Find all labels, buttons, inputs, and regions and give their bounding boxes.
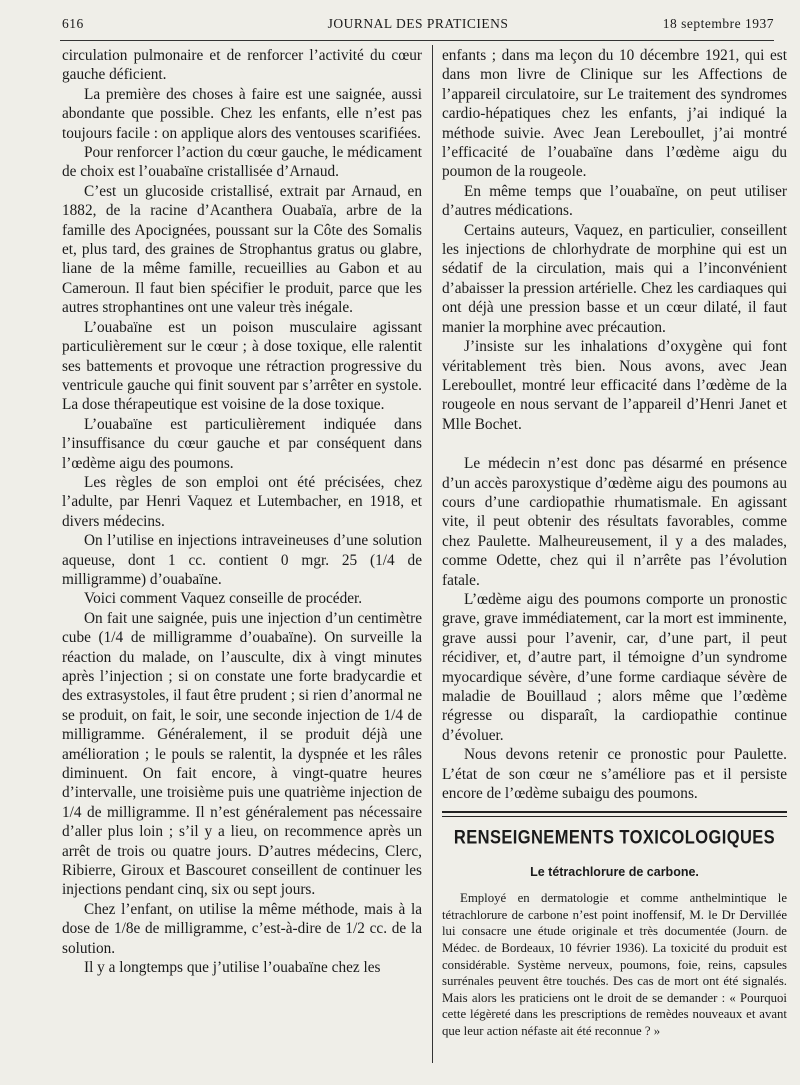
section-title: RENSEIGNEMENTS TOXICOLOGIQUES: [453, 827, 776, 849]
paragraph: Nous devons retenir ce pronostic pour Paulette. L’état de son cœur ne s’améliore pas et il persiste encore de l’œdème subaigu des poumons.: [442, 746, 787, 803]
paragraph: Le médecin n’est donc pas désarmé en présence d’un accès paroxystique d’œdème aigu des poumons au cours d’une cardiopathie rhumatismale. En agissant vite, il peut obtenir des résultats favorables, comme chez Paulette. Malheureusement, il y a des malades, comme Odette, chez qui il n’arrête pas l’évolution fatale.: [442, 455, 787, 589]
paragraph: Les règles de son emploi ont été précisées, chez l’adulte, par Henri Vaquez et Lutembacher, en 1918, et divers médecins.: [62, 473, 422, 530]
paragraph: La première des choses à faire est une saignée, aussi abondante que possible. Chez les enfants, elle n’est pas toujours facile : on applique alors des ventouses scarifiées.: [62, 85, 422, 142]
toxicology-section: [442, 811, 787, 1039]
journal-title: JOURNAL DES PRATICIENS: [327, 16, 509, 31]
paragraph: L’œdème aigu des poumons comporte un pronostic grave, grave immédiatement, car la mort est imminente, grave aussi pour l’avenir, car, d’une part, il peut récidiver, et, d’autre part, il témoigne d’un syndrome myocardique sévère, d’une forme cardiaque sévère de maladie de Bouillaud ; alors même que l’œdème régresse ou disparaît, la cardiopathie continue d’évoluer.: [442, 590, 787, 744]
issue-date: 18 septembre 1937: [662, 16, 774, 31]
paragraph: Voici comment Vaquez conseille de procéder.: [84, 590, 363, 608]
section-subtitle: Le tétrachlorure de carbone.: [530, 864, 699, 879]
running-header: [62, 16, 774, 36]
paragraph: Certains auteurs, Vaquez, en particulier, conseillent les injections de chlorhydrate de morphine qui est un sédatif de la circulation, mais qui a l’inconvénient d’abaisser la pression artérielle. Chez les cardiaques qui ont déjà une pression basse et un cœur dilaté, il faut manier la morphine avec précaution.: [442, 221, 787, 336]
section-body: Employé en dermatologie et comme anthelmintique le tétrachlorure de carbone n’est point inoffensif, M. le Dr Dervillée lui consacre une étude originale et très documentée (Journ. de Médec. de Bordeaux, 10 février 1936). La toxicité du produit est considérable. Système nerveux, poumons, foie, reins, capsules surrénales peuvent être touchés. Des cas de mort ont été signalés. Mais alors les praticiens ont le droit de se demander : « Pourquoi cette légèreté dans les prescriptions de remèdes nouveaux et avant que leur action néfaste ait été reconnue ? »: [442, 891, 787, 1038]
paragraph: J’insiste sur les inhalations d’oxygène qui font véritablement très bien. Nous avons, avec Jean Lereboullet, montré leur efficacité dans l’œdème de la rougeole en nous servant de l’appareil d’Henri Janet et Mlle Bochet.: [442, 338, 787, 433]
paragraph: Pour renforcer l’action du cœur gauche, le médicament de choix est l’ouabaïne cristallisée d’Arnaud.: [62, 144, 422, 181]
paragraph: L’ouabaïne est particulièrement indiquée dans l’insuffisance du cœur gauche et par conséquent dans l’œdème aigu des poumons.: [62, 415, 422, 472]
column-divider: [432, 45, 433, 1063]
paragraph: Chez l’enfant, on utilise la même méthode, mais à la dose de 1/8e de milligramme, c’est-à-dire de 1/2 cc. de la solution.: [62, 900, 422, 957]
header-rule: [60, 40, 774, 41]
paragraph: On l’utilise en injections intraveineuses d’une solution aqueuse, dont 1 cc. contient 0 mgr. 25 (1/4 de milligramme) d’ouabaïne.: [62, 532, 422, 588]
paragraph: L’ouabaïne est un poison musculaire agissant particulièrement sur le cœur ; à dose toxique, elle ralentit ses battements et provoque une rétraction progressive du ventricule gauche qui finit souvent par s’arrêter en systole. La dose thérapeutique est voisine de la dose toxique.: [62, 318, 422, 414]
paragraph: Il y a longtemps que j’utilise l’ouabaïne chez les: [84, 959, 381, 977]
paragraph: enfants ; dans ma leçon du 10 décembre 1921, qui est dans mon livre de Clinique sur les Affections de l’appareil circulatoire, sur Le traitement des syndromes cardio-hépatiques chez les enfants, j’ai indiqué la méthode suivie. Avec Jean Lereboullet, j’ai montré l’efficacité de l’ouabaïne dans l’œdème aigu du poumon de la rougeole.: [442, 47, 787, 181]
paragraph: On fait une saignée, puis une injection d’un centimètre cube (1/4 de milligramme d’ouabaïne). On surveille la réaction du malade, on l’ausculte, dix à vingt minutes après l’injection ; si on constate une forte bradycardie et des extrasystoles, il faut être prudent ; si rien d’anormal ne se produit, on fait, le soir, une seconde injection de 1/4 de milligramme. Généralement, il se produit déjà une amélioration ; le pouls se ralentit, la dyspnée et les râles diminuent. On fait encore, à vingt-quatre heures d’intervalle, une troisième puis une quatrième injection de 1/4 de milligramme. Il n’est généralement pas nécessaire d’aller plus loin ; s’il y a lieu, on recommence après un arrêt de trois ou quatre jours. D’autres médecins, Clerc, Ribierre, Giroux et Bascouret conseillent de continuer les injections pendant cinq, six ou sept jours.: [62, 609, 422, 899]
paragraph: C’est un glucoside cristallisé, extrait par Arnaud, en 1882, de la racine d’Acanthera Ouabaïa, arbre de la famille des Apocignées, poussant sur la Côte des Somalis et, plus tard, des graines de Strophantus gratus ou glabre, liane de la même famille, recueillies au Gabon et au Cameroun. Il faut bien spécifier le produit, parce que les autres strophantines ont une valeur très inégale.: [62, 182, 422, 317]
paragraph-gap: [442, 434, 787, 454]
paragraph: En même temps que l’ouabaïne, on peut utiliser d’autres médications.: [442, 182, 787, 220]
left-column: [62, 46, 422, 978]
section-body-wrap: [442, 890, 787, 1039]
right-column: [442, 46, 787, 1040]
paragraph: circulation pulmonaire et de renforcer l’activité du cœur gauche déficient.: [62, 47, 422, 84]
page-number: 616: [62, 16, 84, 31]
